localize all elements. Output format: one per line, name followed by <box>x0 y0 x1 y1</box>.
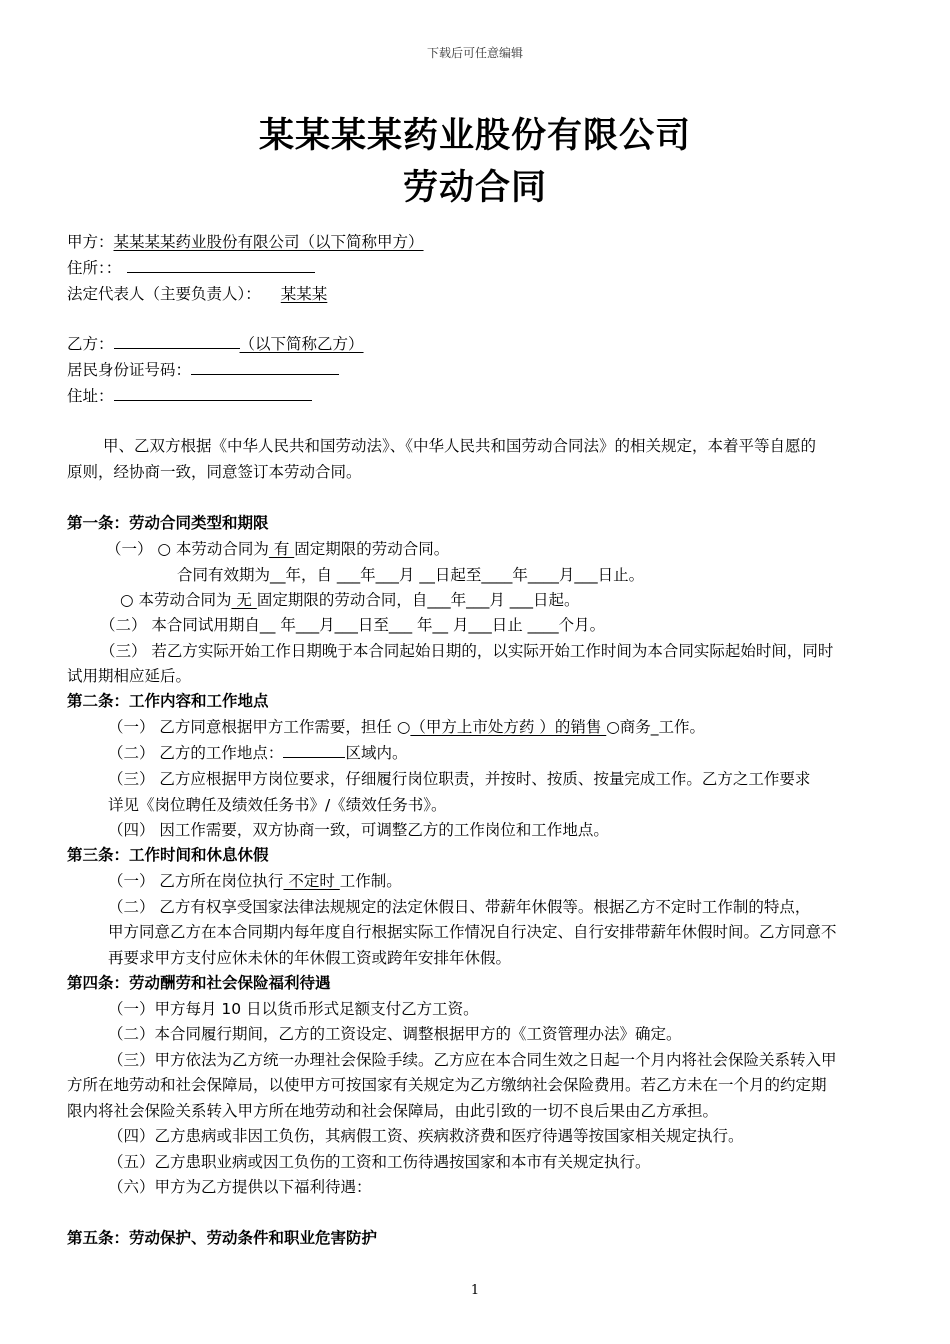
document-title-company: 某某某某药业股份有限公司 <box>258 116 691 156</box>
article-3-title: 第三条：工作时间和休息休假 <box>67 846 269 864</box>
article-3-item-2-cont2: 再要求甲方支付应休未休的年休假工资或跨年安排年休假。 <box>108 949 512 967</box>
party-a-address-line <box>67 258 315 278</box>
document-title-contract: 劳动合同 <box>402 168 547 208</box>
party-b-suffix: （以下简称乙方） <box>239 335 364 353</box>
intro-paragraph-line2: 原则，经协商一致，同意签订本劳动合同。 <box>67 463 362 481</box>
article-4-item-1: （一）甲方每月 10 日以货币形式足额支付乙方工资。 <box>108 1000 479 1018</box>
article-3-item-1-text-a: （一） 乙方所在岗位执行 <box>108 872 284 890</box>
party-b-line <box>67 334 364 354</box>
article-1-validity: 合同有效期为__年，自 ___年___月 __日起至____年____月___日止。 <box>177 566 645 584</box>
article-1-open-term-none: 无 <box>231 591 257 609</box>
article-2-item-2-text-a: （二） 乙方的工作地点： <box>108 744 284 762</box>
article-2-item-1-role: （甲方上市处方药 ）的销售 <box>410 718 607 736</box>
article-1-item-3-cont: 试用期相应延后。 <box>67 667 192 685</box>
party-a-rep-line <box>67 284 345 304</box>
article-2-item-3: （三） 乙方应根据甲方岗位要求，仔细履行岗位职责，并按时、按质、按量完成工作。乙方之工作要求 <box>108 770 811 788</box>
party-a-line <box>67 232 424 252</box>
article-1-item-1 <box>106 539 449 559</box>
article-4-item-4: （四）乙方患病或非因工负伤，其病假工资、疾病救济费和医疗待遇等按国家相关规定执行。 <box>108 1127 744 1145</box>
article-2-item-2 <box>108 743 407 763</box>
article-4-item-2: （二）本合同履行期间，乙方的工资设定、调整根据甲方的《工资管理办法》确定。 <box>108 1025 682 1043</box>
article-2-item-3-cont: 详见《岗位聘任及绩效任务书》/《绩效任务书》。 <box>108 796 447 814</box>
article-2-item-1-text-b: ○商务_工作。 <box>606 718 706 736</box>
article-5-title: 第五条：劳动保护、劳动条件和职业危害防护 <box>67 1229 378 1247</box>
party-b-id-label: 居民身份证号码： <box>67 361 192 379</box>
article-1-item-1-fixed: 有 <box>268 540 295 558</box>
article-1-title: 第一条：劳动合同类型和期限 <box>67 514 269 532</box>
article-4-item-3: （三）甲方依法为乙方统一办理社会保险手续。乙方应在本合同生效之日起一个月内将社会保险关系转入甲 <box>108 1051 837 1069</box>
party-b-address-blank <box>114 386 312 401</box>
article-1-item-1-text-a: （一） ○ 本劳动合同为 <box>106 540 269 558</box>
party-b-address-line <box>67 386 312 406</box>
party-b-id-line <box>67 360 339 380</box>
article-1-open-term <box>120 590 580 610</box>
party-a-label: 甲方： <box>67 233 114 251</box>
party-a-rep-value: 某某某 <box>280 285 328 303</box>
article-4-item-3-cont1: 方所在地劳动和社会保障局，以使甲方可按国家有关规定为乙方缴纳社会保险费用。若乙方未在一个月的约定期 <box>67 1076 827 1094</box>
party-b-id-blank <box>191 360 339 375</box>
article-1-open-term-text-b: 固定期限的劳动合同，自___年___月 ___日起。 <box>256 591 580 609</box>
party-a-rep-label: 法定代表人（主要负责人）： <box>67 285 261 303</box>
article-2-item-1 <box>108 717 705 737</box>
party-a-value: 某某某某药业股份有限公司（以下简称甲方） <box>113 233 424 251</box>
work-location-blank <box>283 743 345 758</box>
article-4-item-6: （六）甲方为乙方提供以下福利待遇： <box>108 1178 372 1196</box>
party-b-label: 乙方： <box>67 335 114 353</box>
page-header-note: 下载后可任意编辑 <box>426 46 523 60</box>
article-1-open-term-text-a: ○ 本劳动合同为 <box>120 591 232 609</box>
article-2-title: 第二条：工作内容和工作地点 <box>67 692 269 710</box>
article-3-item-1-type: 不定时 <box>283 872 340 890</box>
article-3-item-2-cont1: 甲方同意乙方在本合同期内每年度自行根据实际工作情况自行决定、自行安排带薪年休假时间。乙方同意不 <box>108 923 837 941</box>
article-4-item-3-cont2: 限内将社会保险关系转入甲方所在地劳动和社会保障局，由此引致的一切不良后果由乙方承担。 <box>67 1102 719 1120</box>
article-3-item-2: （二） 乙方有权享受国家法律法规规定的法定休假日、带薪年休假等。根据乙方不定时工作制的特点， <box>108 898 811 916</box>
party-b-address-label: 住址： <box>67 387 114 405</box>
article-3-item-1-text-b: 工作制。 <box>339 872 402 890</box>
party-b-name-blank <box>114 334 240 349</box>
article-2-item-1-text-a: （一） 乙方同意根据甲方工作需要，担任 ○ <box>108 718 411 736</box>
article-4-title: 第四条：劳动酬劳和社会保险福利待遇 <box>67 974 331 992</box>
article-2-item-4: （四） 因工作需要，双方协商一致，可调整乙方的工作岗位和工作地点。 <box>108 821 609 839</box>
article-2-item-2-text-b: 区域内。 <box>345 744 408 762</box>
article-3-item-1 <box>108 871 402 891</box>
intro-paragraph-line1: 甲、乙双方根据《中华人民共和国劳动法》、《中华人民共和国劳动合同法》的相关规定，本着平等自愿的 <box>103 437 817 455</box>
article-1-item-2: （二） 本合同试用期自__ 年___月___日至___ 年__ 月___日止 ____个月。 <box>100 616 606 634</box>
article-1-item-3: （三） 若乙方实际开始工作日期晚于本合同起始日期的，以实际开始工作时间为本合同实际起始时间，同时 <box>100 642 834 660</box>
article-4-item-5: （五）乙方患职业病或因工负伤的工资和工伤待遇按国家和本市有关规定执行。 <box>108 1153 651 1171</box>
page-number: 1 <box>470 1283 480 1298</box>
party-a-address-blank <box>127 258 315 273</box>
party-a-address-label: 住所：： <box>67 259 122 277</box>
article-1-item-1-text-b: 固定期限的劳动合同。 <box>294 540 450 558</box>
